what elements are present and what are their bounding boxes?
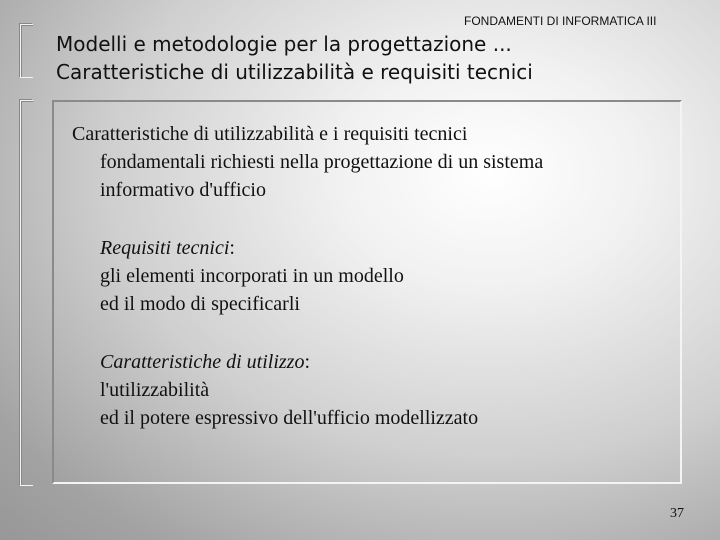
utilizzo-line-3: ed il potere espressivo dell'ufficio modellizzato	[100, 407, 479, 429]
slide-body	[72, 120, 672, 462]
requisiti-line-3: ed il modo di specificarli	[100, 293, 300, 315]
intro-line-3: informativo d'ufficio	[100, 179, 266, 201]
requisiti-line-2: gli elementi incorporati in un modello	[100, 265, 404, 287]
slide-title	[56, 30, 696, 86]
course-header: FONDAMENTI DI INFORMATICA III	[464, 14, 657, 28]
intro-line-2: fondamentali richiesti nella progettazione di un sistema	[100, 151, 544, 173]
utilizzo-paragraph	[72, 348, 672, 432]
slide-title-line-1: Modelli e metodologie per la progettazione ...	[56, 32, 512, 56]
utilizzo-term: Caratteristiche di utilizzo	[100, 351, 305, 373]
intro-paragraph	[72, 120, 672, 204]
requisiti-paragraph	[72, 234, 672, 318]
intro-line-1: Caratteristiche di utilizzabilità e i requisiti tecnici	[72, 123, 468, 145]
utilizzo-heading	[100, 348, 672, 376]
requisiti-colon: :	[229, 237, 235, 259]
body-bracket-decoration	[20, 100, 33, 486]
page-number: 37	[670, 506, 684, 521]
utilizzo-line-2: l'utilizzabilità	[100, 379, 210, 401]
utilizzo-colon: :	[304, 351, 311, 373]
requisiti-term: Requisiti tecnici	[100, 237, 230, 259]
title-bracket-decoration	[20, 24, 33, 78]
requisiti-heading	[100, 234, 672, 262]
slide-title-line-2: Caratteristiche di utilizzabilità e requisiti tecnici	[56, 60, 533, 84]
